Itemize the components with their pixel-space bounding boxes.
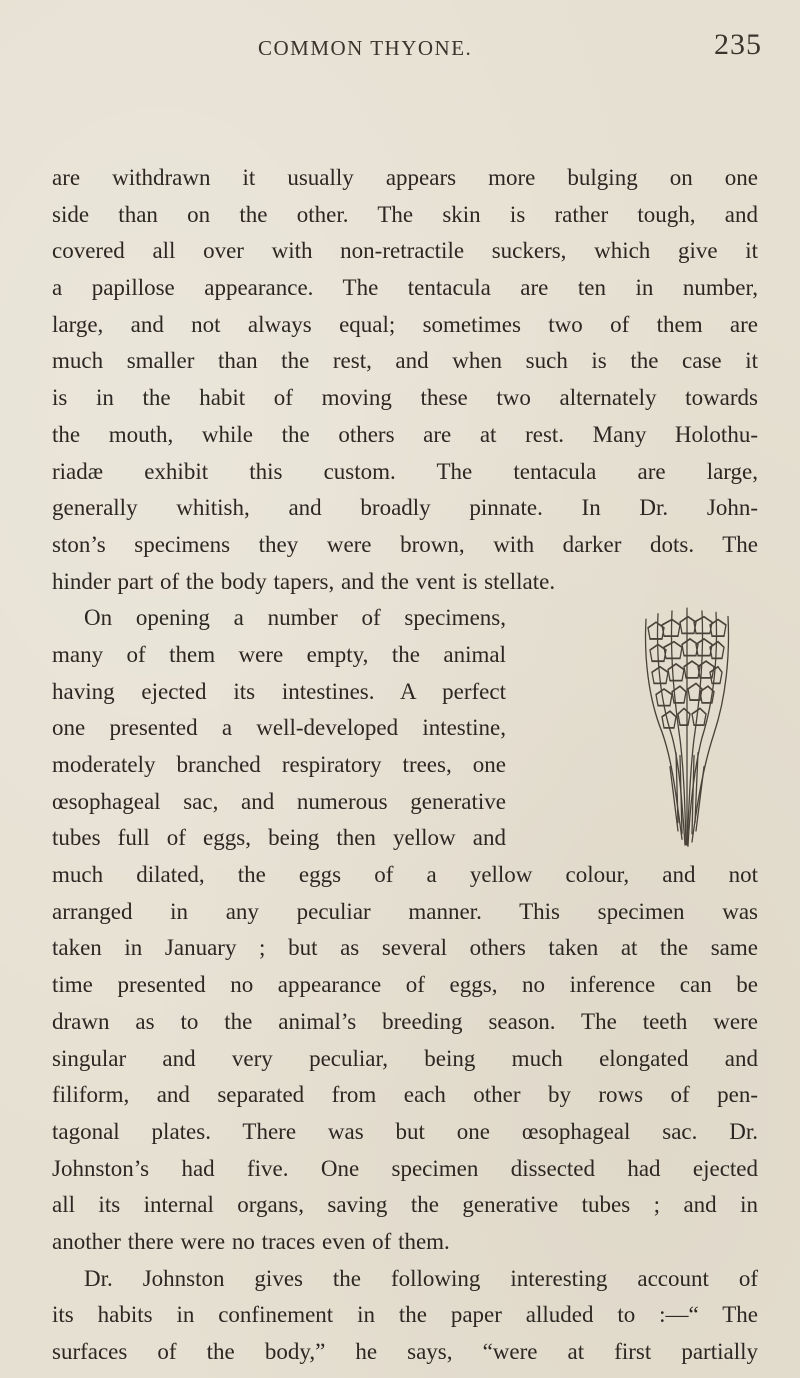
text-line: side than on the other. The skin is rather tough, and bbox=[52, 202, 758, 227]
text-line: is in the habit of moving these two alternately towards bbox=[52, 385, 758, 410]
text-line: covered all over with non-retractile suckers, which give it bbox=[52, 238, 758, 263]
text-line: tubes full of eggs, being then yellow and bbox=[52, 825, 506, 850]
text-line: its habits in confinement in the paper alluded to :—“ The bbox=[52, 1302, 758, 1327]
text-line: surfaces of the body,” he says, “were at first partially bbox=[52, 1339, 758, 1364]
text-line: much dilated, the eggs of a yellow colour, and not bbox=[52, 862, 758, 887]
text-line: On opening a number of specimens, bbox=[84, 605, 506, 630]
running-title: COMMON THYONE. bbox=[258, 36, 473, 60]
text-line: another there were no traces even of them. bbox=[52, 1229, 450, 1254]
text-line: are withdrawn it usually appears more bulging on one bbox=[52, 165, 758, 190]
text-line: large, and not always equal; sometimes two of them are bbox=[52, 312, 758, 337]
text-line: time presented no appearance of eggs, no inference can be bbox=[52, 972, 758, 997]
text-line: many of them were empty, the animal bbox=[52, 642, 506, 667]
text-line: all its internal organs, saving the generative tubes ; and in bbox=[52, 1192, 758, 1217]
running-head bbox=[0, 28, 800, 68]
text-line: taken in January ; but as several others taken at the same bbox=[52, 935, 758, 960]
text-line: arranged in any peculiar manner. This specimen was bbox=[52, 899, 758, 924]
text-line: moderately branched respiratory trees, one bbox=[52, 752, 506, 777]
text-line: one presented a well-developed intestine, bbox=[52, 715, 506, 740]
text-line: Johnston’s had five. One specimen dissected had ejected bbox=[52, 1156, 758, 1181]
text-line: generally whitish, and broadly pinnate. In Dr. John- bbox=[52, 495, 758, 520]
page-number: 235 bbox=[714, 28, 762, 61]
text-line: singular and very peculiar, being much elongated and bbox=[52, 1046, 758, 1071]
text-line: ston’s specimens they were brown, with darker dots. The bbox=[52, 532, 758, 557]
text-line: drawn as to the animal’s breeding season. The teeth were bbox=[52, 1009, 758, 1034]
text-line: Dr. Johnston gives the following interesting account of bbox=[84, 1266, 758, 1291]
text-line: tagonal plates. There was but one œsophageal sac. Dr. bbox=[52, 1119, 758, 1144]
teeth-plates-illustration-icon bbox=[632, 600, 740, 853]
text-line: œsophageal sac, and numerous generative bbox=[52, 789, 506, 814]
text-line: a papillose appearance. The tentacula are ten in number, bbox=[52, 275, 758, 300]
text-line: the mouth, while the others are at rest. Many Holothu- bbox=[52, 422, 758, 447]
text-line: having ejected its intestines. A perfect bbox=[52, 679, 506, 704]
text-line: riadæ exhibit this custom. The tentacula are large, bbox=[52, 459, 758, 484]
text-line: filiform, and separated from each other by rows of pen- bbox=[52, 1082, 758, 1107]
text-line: much smaller than the rest, and when such is the case it bbox=[52, 348, 758, 373]
text-line: hinder part of the body tapers, and the vent is stellate. bbox=[52, 569, 556, 594]
